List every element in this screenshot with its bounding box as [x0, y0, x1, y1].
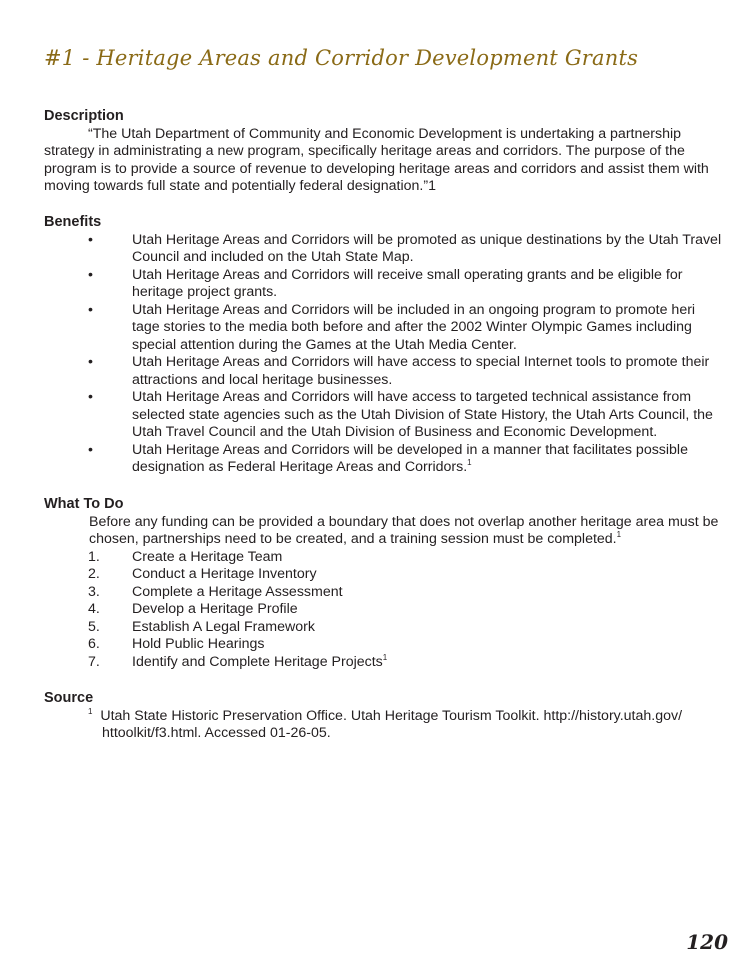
what-to-do-section: [44, 496, 724, 671]
step-item: 5. Establish A Legal Framework: [88, 618, 315, 635]
source-citation: $^1$ Utah State Historic Preservation Office. Utah Heritage Tourism Toolkit. http://history.utah.gov/ httoolkit/f3.html. Accessed 01-26-05.: [88, 706, 683, 741]
description-section: [44, 108, 724, 196]
page-title: #1 - Heritage Areas and Corridor Development Grants: [44, 46, 639, 70]
source-section: [44, 690, 724, 743]
bullet-icon: •: [88, 389, 93, 405]
benefits-list: [44, 232, 724, 477]
step-item: 6. Hold Public Hearings: [88, 636, 265, 652]
bullet-icon: •: [88, 354, 93, 370]
step-item: 7. Identify and Complete Heritage Projects$^1$: [88, 652, 388, 670]
benefit-item: • Utah Heritage Areas and Corridors will have access to targeted technical assistance from selected state agencies such as the Utah Division of State History, the Utah Arts Council, the Utah Travel Council and the Utah Division of Business and Economic Development.: [88, 389, 713, 440]
step-item: 2. Conduct a Heritage Inventory: [88, 566, 317, 582]
footnote-marker: 1: [88, 706, 93, 716]
steps-list: [44, 549, 724, 672]
step-item: 3. Complete a Heritage Assessment: [88, 583, 343, 600]
step-item: 1. Create a Heritage Team: [88, 548, 283, 565]
page-number: 120: [686, 930, 728, 954]
bullet-icon: •: [88, 231, 93, 248]
benefit-item: • Utah Heritage Areas and Corridors will receive small operating grants and be eligible for heritage project grants.: [88, 266, 683, 300]
footnote-ref: 1: [616, 530, 622, 539]
bullet-icon: •: [88, 301, 93, 318]
what-to-do-heading: What To Do: [44, 496, 124, 512]
benefit-item: • Utah Heritage Areas and Corridors will be promoted as unique destinations by the Utah Travel Council and included on the Utah State Map.: [88, 231, 722, 265]
bullet-icon: •: [88, 441, 93, 458]
benefit-item: • Utah Heritage Areas and Corridors will be included in an ongoing program to promote heri tage stories to the media both before and after the 2002 Winter Olympic Games including special attention during the Games at the Utah Media Center.: [88, 301, 696, 353]
benefit-item: • Utah Heritage Areas and Corridors will be developed in a manner that facilitates possible designation as Federal Heritage Areas and Corridors.$^1$: [88, 441, 688, 475]
step-item: 4. Develop a Heritage Profile: [88, 601, 298, 617]
footnote-ref: 1: [467, 458, 472, 467]
footnote-ref: 1: [382, 652, 388, 662]
benefits-heading: Benefits: [44, 214, 102, 230]
bullet-icon: •: [88, 266, 93, 283]
benefit-item: • Utah Heritage Areas and Corridors will have access to special Internet tools to promote their attractions and local heritage businesses.: [88, 354, 710, 388]
benefits-section: [44, 214, 724, 477]
source-heading: Source: [44, 690, 94, 706]
description-heading: Description: [44, 108, 124, 124]
description-text: “The Utah Department of Community and Economic Development is undertaking a partnership strategy in administrating a new program, specifically heritage areas and corridors. The purpose of the program is to provide a source of revenue to developing heritage areas and corridors and assist them with moving towards full state and potentially federal designation.”1: [44, 125, 709, 194]
what-to-do-intro: Before any funding can be provided a boundary that does not overlap another heritage area must be chosen, partnerships need to be created, and a training session must be completed.$^1$: [89, 513, 719, 547]
